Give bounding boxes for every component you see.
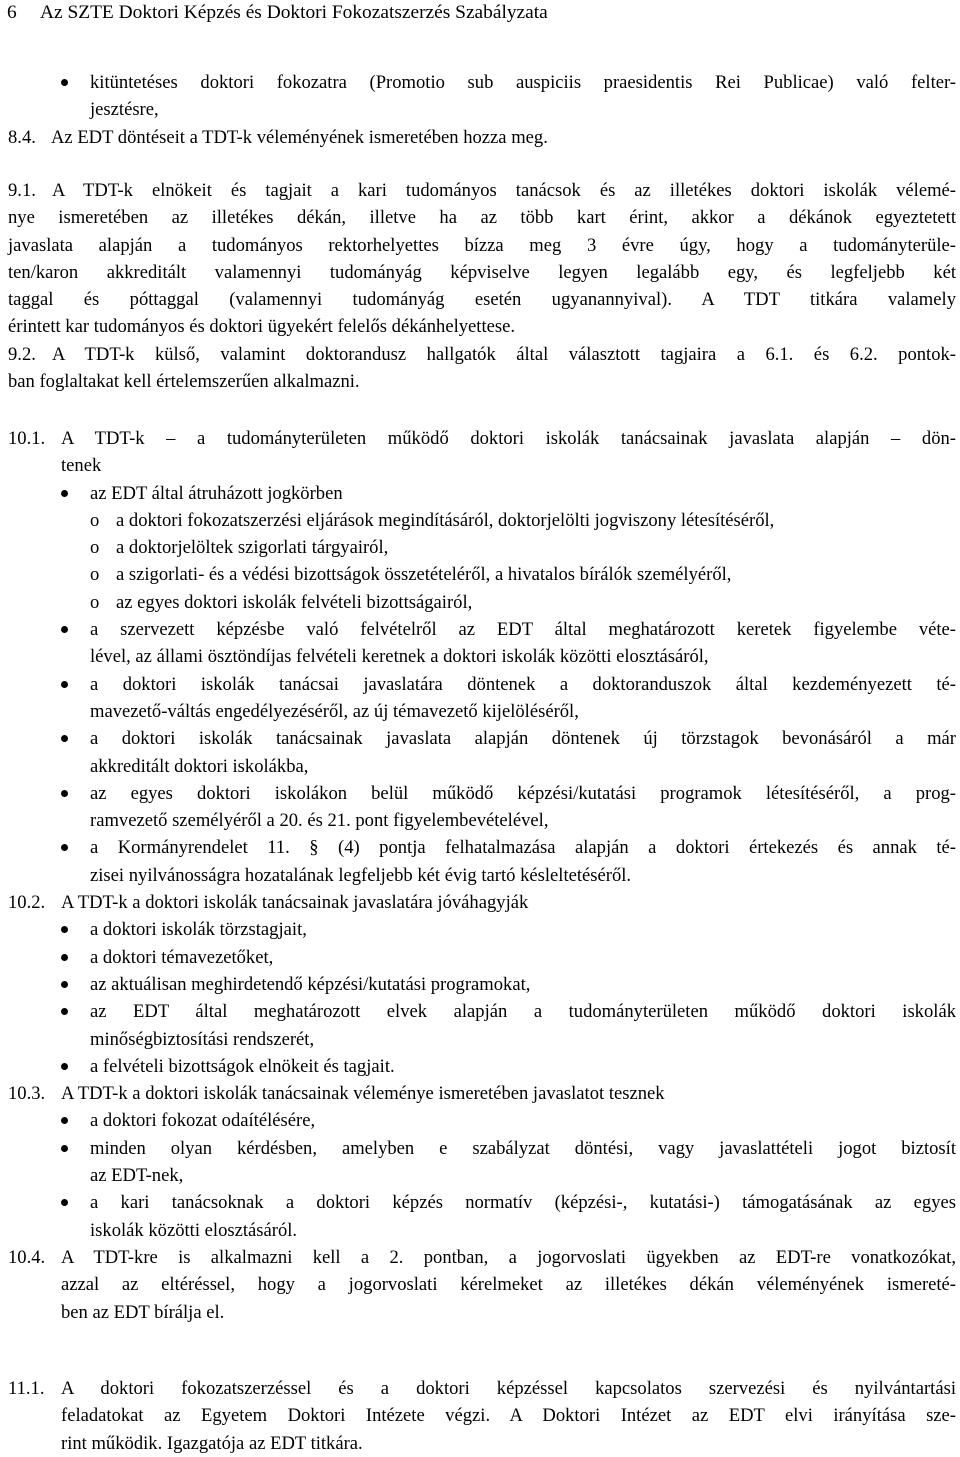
- list-item: az EDT által átruházott jogkörben: [0, 480, 960, 507]
- section-10: [0, 425, 960, 1326]
- list-item: a Kormányrendelet 11. § (4) pontja felhatalmazása alapján a doktori értekezés és annak té- zisei nyilvánosságra hozatalának legfeljebb két évig tartó késleltetéséről.: [0, 834, 960, 889]
- list-item: a doktori iskolák törzstagjait,: [0, 916, 960, 943]
- list-item: az aktuálisan meghirdetendő képzési/kutatási programokat,: [0, 971, 960, 998]
- paragraph-11-1: 11.1. A doktori fokozatszerzéssel és a doktori képzéssel kapcsolatos szervezési és nyilvántartási feladatokat az Egyetem Doktori Intézete végzi. A Doktori Intézet az EDT elvi irányítása sze- rint működik. Igazgatója az EDT titkára.: [0, 1375, 960, 1457]
- document-title: Az SZTE Doktori Képzés és Doktori Fokozatszerzés Szabályzata: [40, 2, 548, 23]
- paragraph-number: 11.1.: [8, 1378, 45, 1399]
- page-number: 6: [7, 2, 17, 23]
- paragraph-9-2: 9.2. A TDT-k külső, valamint doktorandusz hallgatók által választott tagjaira a 6.1. és 6.2. pontok- ban foglaltakat kell értelemszerűen alkalmazni.: [0, 341, 960, 396]
- page-header: [7, 0, 947, 26]
- list-item: a doktori fokozat odaítélésére,: [0, 1107, 960, 1134]
- section-8-continuation: [0, 69, 960, 151]
- paragraph-9-1: 9.1. A TDT-k elnökeit és tagjait a kari tudományos tanácsok és az illetékes doktori iskolák vélemé- nye ismeretében az illetékes dékán, illetve ha az több kart érint, akkor a dékánok egyeztetett javaslata alapján a tudományos rektorhelyettes bízza meg 3 évre úgy, hogy a tudományterüle- ten/karon akkreditált valamennyi tudományág képviselve legyen legalább egy, és legfeljebb két taggal és póttaggal (valamennyi tudományág esetén ugyanannyival). A TDT titkára valamely érintett kar tudományos és doktori ügyekért felelős dékánhelyettese.: [0, 177, 960, 341]
- list-item: a szervezett képzésbe való felvételről az EDT által meghatározott keretek figyelembe véte- lével, az állami ösztöndíjas felvételi keretnek a doktori iskolák közötti elosztásáról,: [0, 616, 960, 671]
- sub-list-item: o a doktorjelöltek szigorlati tárgyairól,: [90, 537, 389, 559]
- paragraph-number: 9.1.: [8, 180, 36, 201]
- paragraph-8-4: 8.4. Az EDT döntéseit a TDT-k véleményének ismeretében hozza meg.: [0, 124, 960, 151]
- paragraph-number: 8.4.: [8, 126, 36, 148]
- paragraph-number: 10.3.: [8, 1083, 46, 1105]
- list-item: minden olyan kérdésben, amelyben e szabályzat döntési, vagy javaslattételi jogot biztosít az EDT-nek,: [0, 1135, 960, 1190]
- paragraph-number: 10.1.: [8, 428, 46, 449]
- paragraph-number: 9.2.: [8, 343, 36, 365]
- list-item: a doktori iskolák tanácsai javaslatára döntenek a doktoranduszok által kezdeményezett té- mavezető-váltás engedélyezéséről, az új témavezető kijelöléséről,: [0, 671, 960, 726]
- section-9: [0, 177, 960, 395]
- list-item: az egyes doktori iskolákon belül működő képzési/kutatási programok létesítéséről, a prog- ramvezető személyéről a 20. és 21. pont figyelembevételével,: [0, 780, 960, 835]
- list-item: az EDT által meghatározott elvek alapján a tudományterületen működő doktori iskolák minőségbiztosítási rendszerét,: [0, 998, 960, 1053]
- paragraph-10-1: 10.1. A TDT-k – a tudományterületen működő doktori iskolák tanácsainak javaslata alapján – dön- tenek: [0, 425, 960, 480]
- list-item: a doktori iskolák tanácsainak javaslata alapján döntenek új törzstagok bevonásáról a már akkreditált doktori iskolákba,: [0, 725, 960, 780]
- sub-list-item: o az egyes doktori iskolák felvételi bizottságairól,: [90, 591, 473, 613]
- paragraph-10-2: 10.2. A TDT-k a doktori iskolák tanácsainak javaslatára jóváhagyják: [0, 889, 960, 916]
- list-item: a kari tanácsoknak a doktori képzés normatív (képzési-, kutatási-) támogatásának az egyes iskolák közötti elosztásáról.: [0, 1189, 960, 1244]
- paragraph-10-3: 10.3. A TDT-k a doktori iskolák tanácsainak véleménye ismeretében javaslatot tesznek: [0, 1080, 960, 1107]
- list-item: kitüntetéses doktori fokozatra (Promotio sub auspiciis praesidentis Rei Publicae) való felter- jesztésre,: [0, 69, 960, 124]
- paragraph-number: 10.4.: [8, 1246, 46, 1268]
- sub-list-item: o a szigorlati- és a védési bizottságok összetételéről, a hivatalos bírálók személyéről,: [90, 564, 732, 586]
- section-11: [0, 1375, 960, 1457]
- paragraph-10-4: 10.4. A TDT-kre is alkalmazni kell a 2. pontban, a jogorvoslati ügyekben az EDT-re vonatkozókat, azzal az eltéréssel, hogy a jogorvoslati kérelmeket az illetékes dékán véleményének ismereté- ben az EDT bírálja el.: [0, 1244, 960, 1326]
- paragraph-number: 10.2.: [8, 892, 46, 914]
- sub-list-item: o a doktori fokozatszerzési eljárások megindításáról, doktorjelölti jogviszony létesítéséről,: [90, 509, 775, 531]
- list-item: a doktori témavezetőket,: [0, 944, 960, 971]
- list-item: a felvételi bizottságok elnökeit és tagjait.: [0, 1053, 960, 1080]
